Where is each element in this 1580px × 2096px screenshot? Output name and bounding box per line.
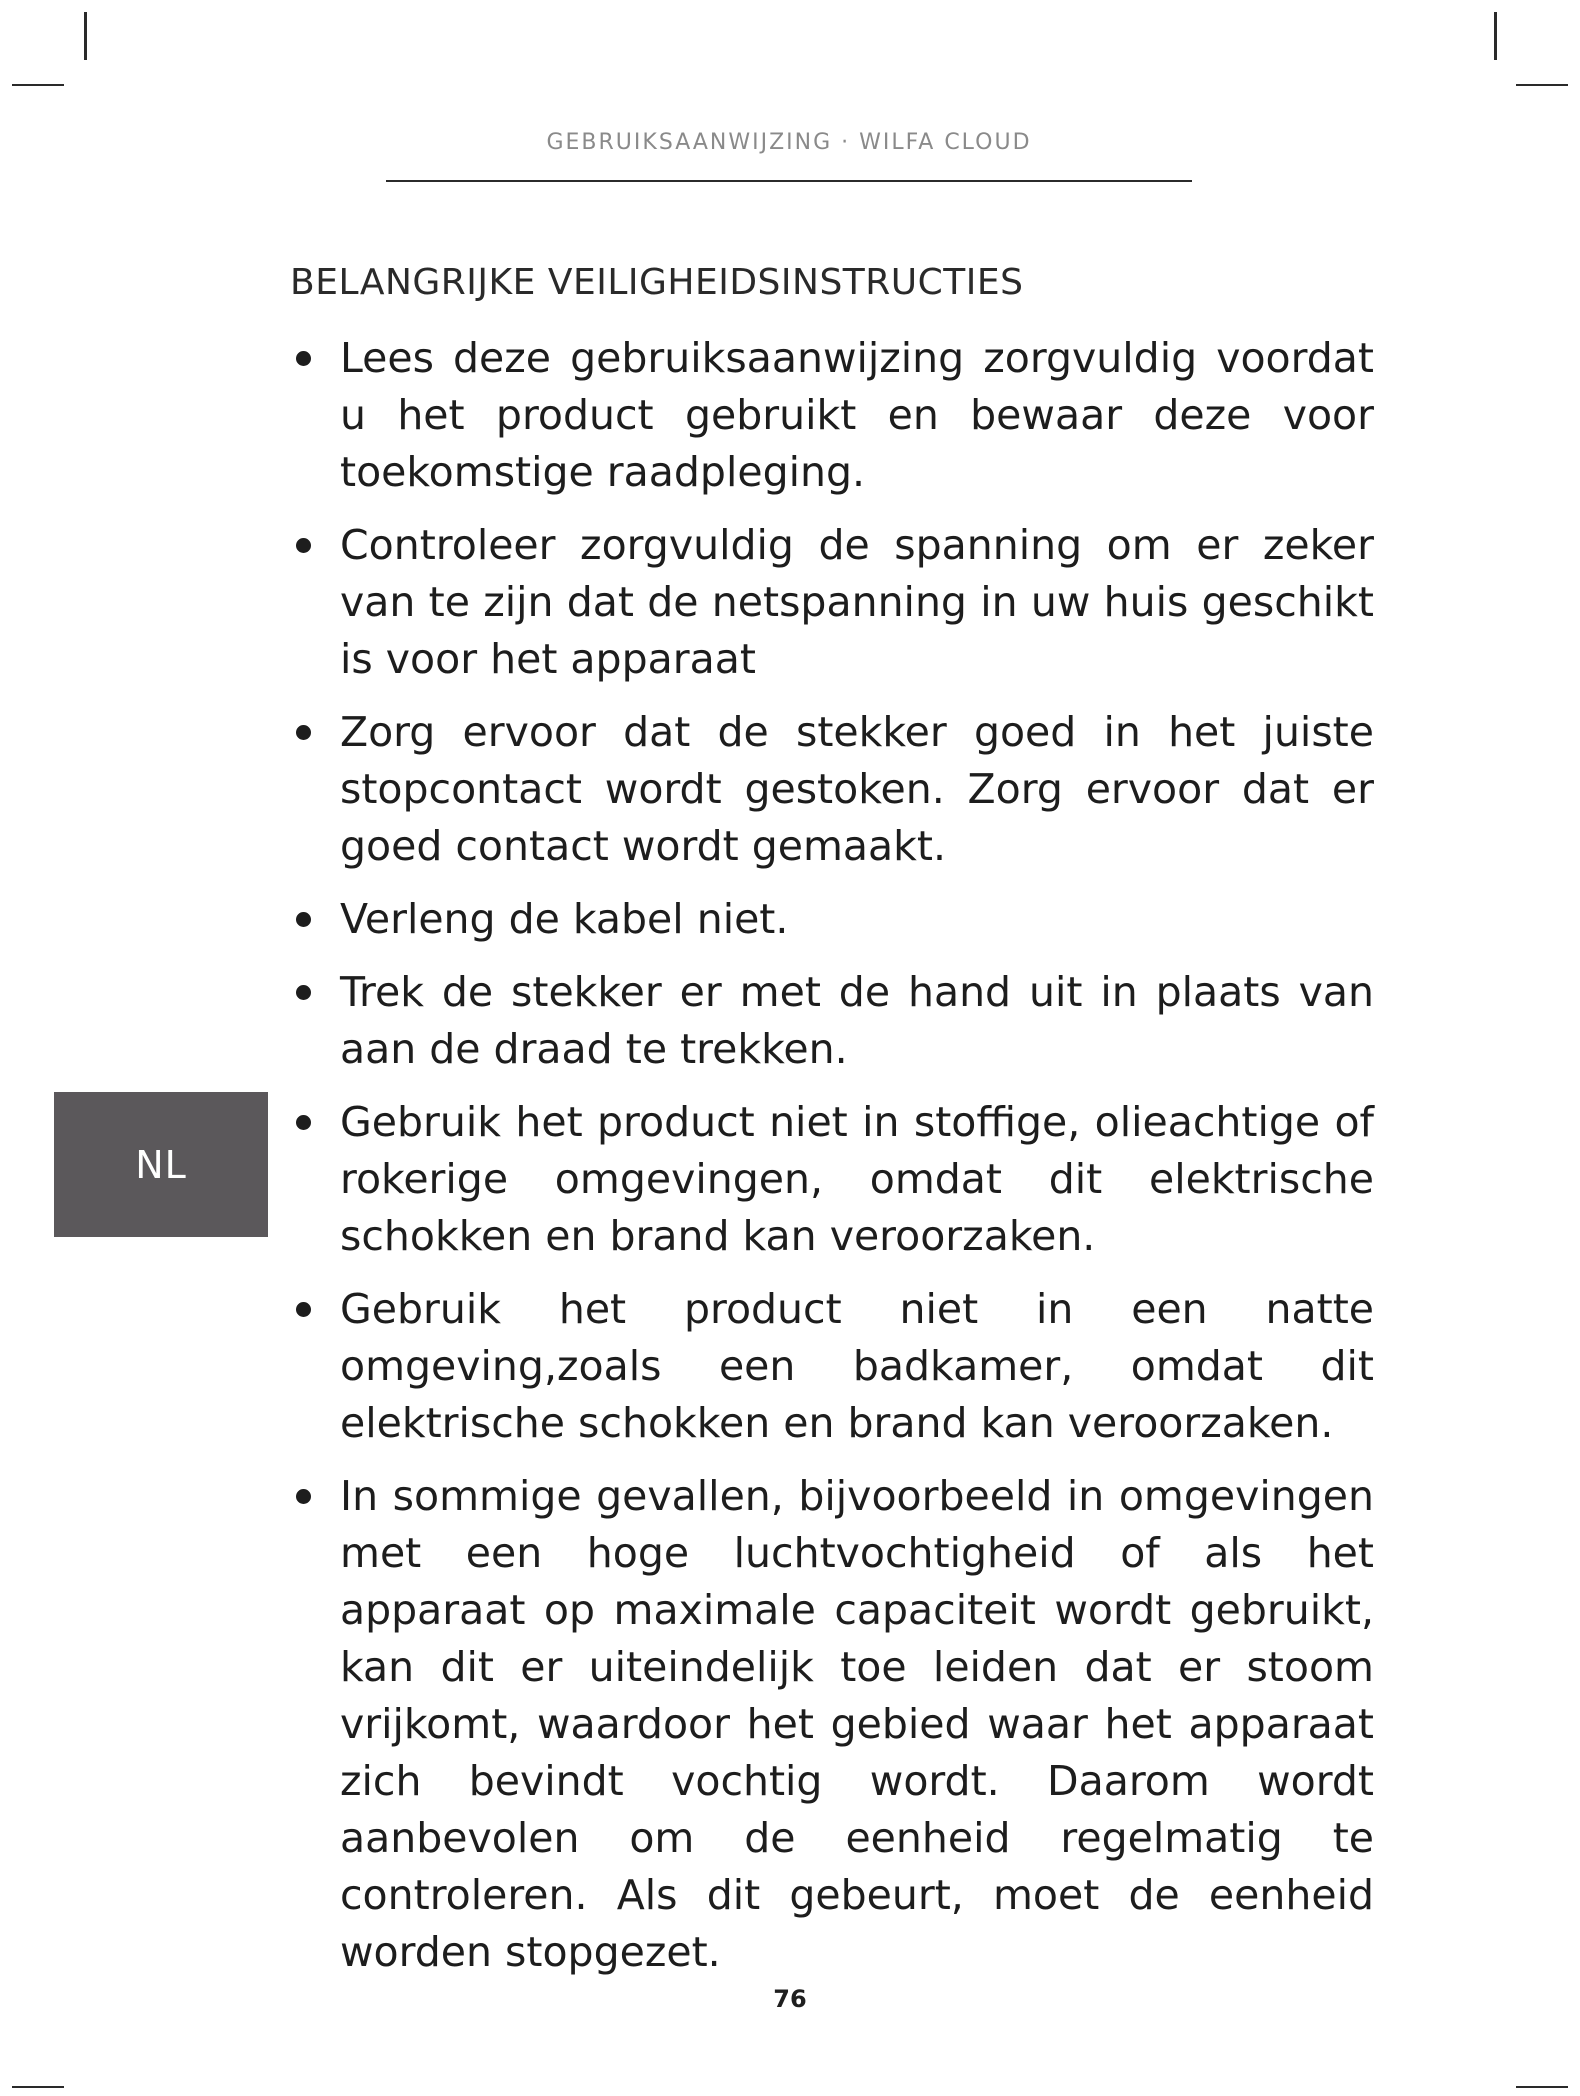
bullet-icon — [296, 1489, 311, 1504]
crop-mark-top-right-vertical — [1494, 12, 1497, 60]
bullet-icon — [296, 351, 311, 366]
instruction-text: Gebruik het product niet in stoffige, olieachtige of rokerige omgevingen, omdat dit elektrische schokken en brand kan veroorzaken. — [340, 1098, 1374, 1260]
instruction-text: Verleng de kabel niet. — [340, 895, 789, 943]
instruction-item — [290, 964, 1380, 1078]
instruction-text: Lees deze gebruiksaanwijzing zorgvuldig voordat u het product gebruikt en bewaar deze voor toekomstige raadpleging. — [340, 334, 1374, 496]
bullet-icon — [296, 725, 311, 740]
crop-mark-bottom-right-horizontal — [1516, 2086, 1568, 2088]
language-tab-label: NL — [135, 1142, 187, 1187]
instruction-text: Controleer zorgvuldig de spanning om er zeker van te zijn dat de netspanning in uw huis geschikt is voor het apparaat — [340, 521, 1374, 683]
instruction-text: Zorg ervoor dat de stekker goed in het juiste stopcontact wordt gestoken. Zorg ervoor dat er goed contact wordt gemaakt. — [340, 708, 1374, 870]
section-title: BELANGRIJKE VEILIGHEIDSINSTRUCTIES — [290, 262, 1024, 303]
safety-instructions-list — [290, 330, 1380, 1997]
bullet-icon — [296, 538, 311, 553]
bullet-icon — [296, 912, 311, 927]
instruction-item — [290, 330, 1380, 501]
instruction-item — [290, 1468, 1380, 1981]
instruction-item — [290, 1094, 1380, 1265]
instruction-item — [290, 517, 1380, 688]
instruction-item — [290, 704, 1380, 875]
language-tab — [54, 1092, 268, 1237]
bullet-icon — [296, 1115, 311, 1130]
instruction-text: Gebruik het product niet in een natte omgeving,zoals een badkamer, omdat dit elektrische schokken en brand kan veroorzaken. — [340, 1285, 1374, 1447]
bullet-icon — [296, 985, 311, 1000]
running-header: GEBRUIKSAANWIJZING · WILFA CLOUD — [546, 130, 1032, 155]
crop-mark-bottom-left-horizontal — [12, 2086, 64, 2088]
crop-mark-top-left-vertical — [84, 12, 87, 60]
instruction-text: Trek de stekker er met de hand uit in plaats van aan de draad te trekken. — [340, 968, 1374, 1073]
bullet-icon — [296, 1302, 311, 1317]
crop-mark-top-right-horizontal — [1516, 84, 1568, 86]
instruction-item — [290, 891, 1380, 948]
header-rule — [386, 180, 1192, 182]
crop-mark-top-left-horizontal — [12, 84, 64, 86]
instruction-text: In sommige gevallen, bijvoorbeeld in omgevingen met een hoge luchtvochtigheid of als het apparaat op maximale capaciteit wordt gebruikt, kan dit er uiteindelijk toe leiden dat er stoom vrijkomt, waardoor het gebied waar het apparaat zich bevindt vochtig wordt. Daarom wordt aanbevolen om de eenheid regelmatig te controleren. Als dit gebeurt, moet de eenheid worden stopgezet. — [340, 1472, 1374, 1976]
instruction-item — [290, 1281, 1380, 1452]
page-number: 76 — [773, 1985, 807, 2013]
